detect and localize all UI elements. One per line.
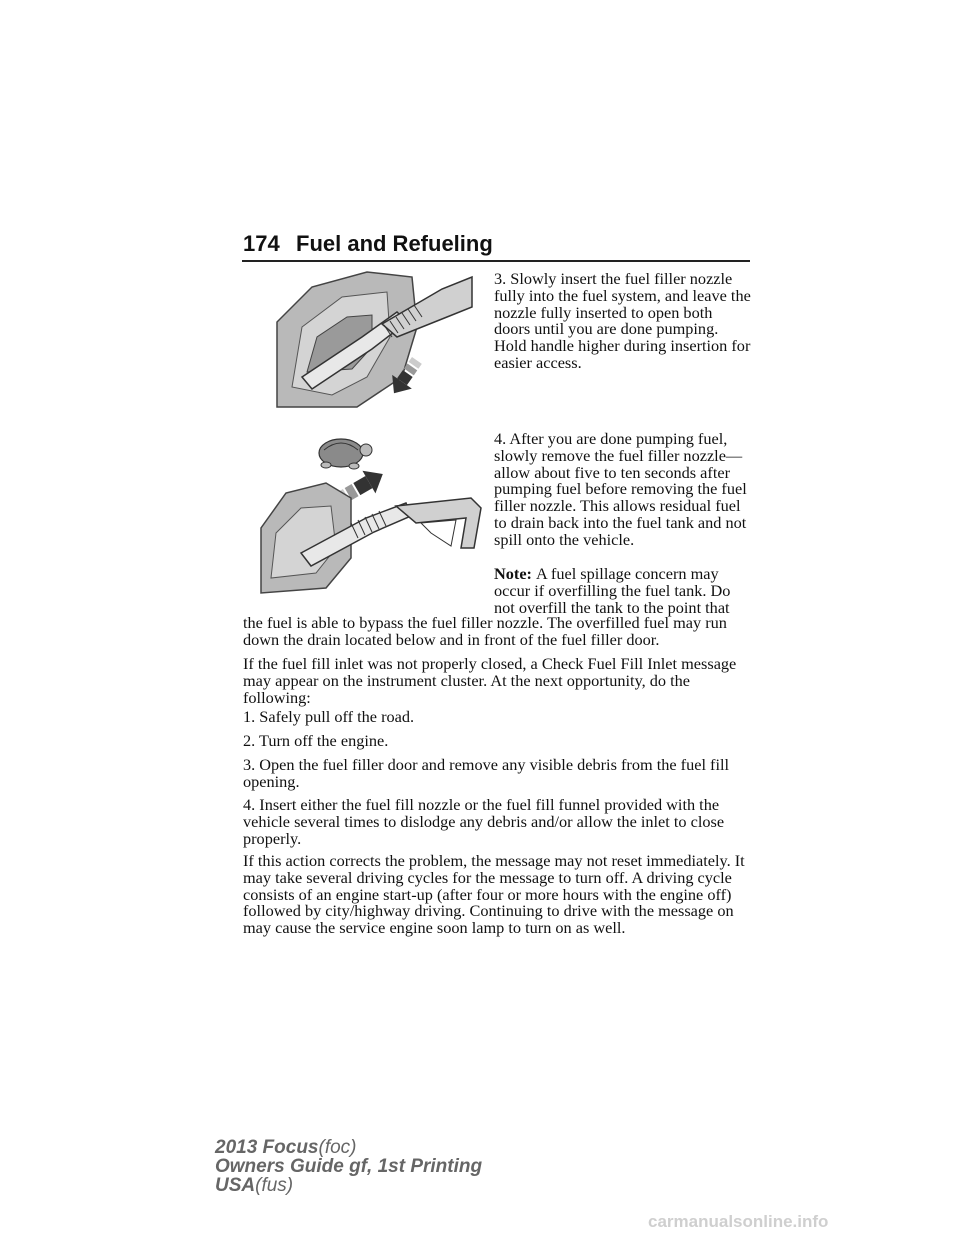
list-item-1: 1. Safely pull off the road. <box>243 707 415 726</box>
page-number: 174 <box>243 231 280 256</box>
closing-paragraph: If this action corrects the problem, the message may not reset immediately. It may take several driving cycles for the message to turn off. A driving cycle consists of an engine start-up (after four or more hours with the engine off) followed by city/highway driving. Continuing to drive with the message on may cause the service engine soon lamp to turn on as well. <box>243 851 745 938</box>
footer-model-code: (foc) <box>318 1137 357 1158</box>
footer-market: USA <box>215 1175 256 1196</box>
nozzle-insert-illustration <box>272 267 477 412</box>
footer-market-code: (fus) <box>255 1175 294 1196</box>
header-rule <box>242 260 750 262</box>
footer-model: 2013 Focus <box>215 1137 319 1158</box>
watermark: carmanualsonline.info <box>648 1212 829 1231</box>
list-item-3: 3. Open the fuel filler door and remove any visible debris from the fuel fill opening. <box>243 755 730 791</box>
note-label: Note: <box>494 564 532 583</box>
note-text-part2: the fuel is able to bypass the fuel filler nozzle. The overfilled fuel may run down the drain located below and in front of the fuel filler door. <box>243 613 727 649</box>
list-item-4: 4. Insert either the fuel fill nozzle or the fuel fill funnel provided with the vehicle several times to dislodge any debris and/or allow the inlet to close properly. <box>243 795 725 848</box>
note-text-part1: A fuel spillage concern may occur if overfilling the fuel tank. Do not overfill the tank to the point that <box>494 564 731 617</box>
step-3-text: 3. Slowly insert the fuel filler nozzle fully into the fuel system, and leave the nozzle fully inserted to open both doors until you are done pumping. Hold handle higher during insertion for easier access. <box>494 269 751 372</box>
section-title: Fuel and Refueling <box>296 231 493 256</box>
list-item-2: 2. Turn off the engine. <box>243 731 389 750</box>
step-4-text: 4. After you are done pumping fuel, slowly remove the fuel filler nozzle—allow about five to ten seconds after pumping fuel before removing the fuel filler nozzle. This allows residual fuel to drain back into the fuel tank and not spill onto the vehicle. <box>494 429 747 549</box>
intro-paragraph: If the fuel fill inlet was not properly closed, a Check Fuel Fill Inlet message may appear on the instrument cluster. At the next opportunity, do the following: <box>243 654 737 707</box>
nozzle-remove-illustration <box>256 428 486 598</box>
footer-guide: Owners Guide gf, 1st Printing <box>215 1156 483 1177</box>
footer <box>215 1138 482 1195</box>
